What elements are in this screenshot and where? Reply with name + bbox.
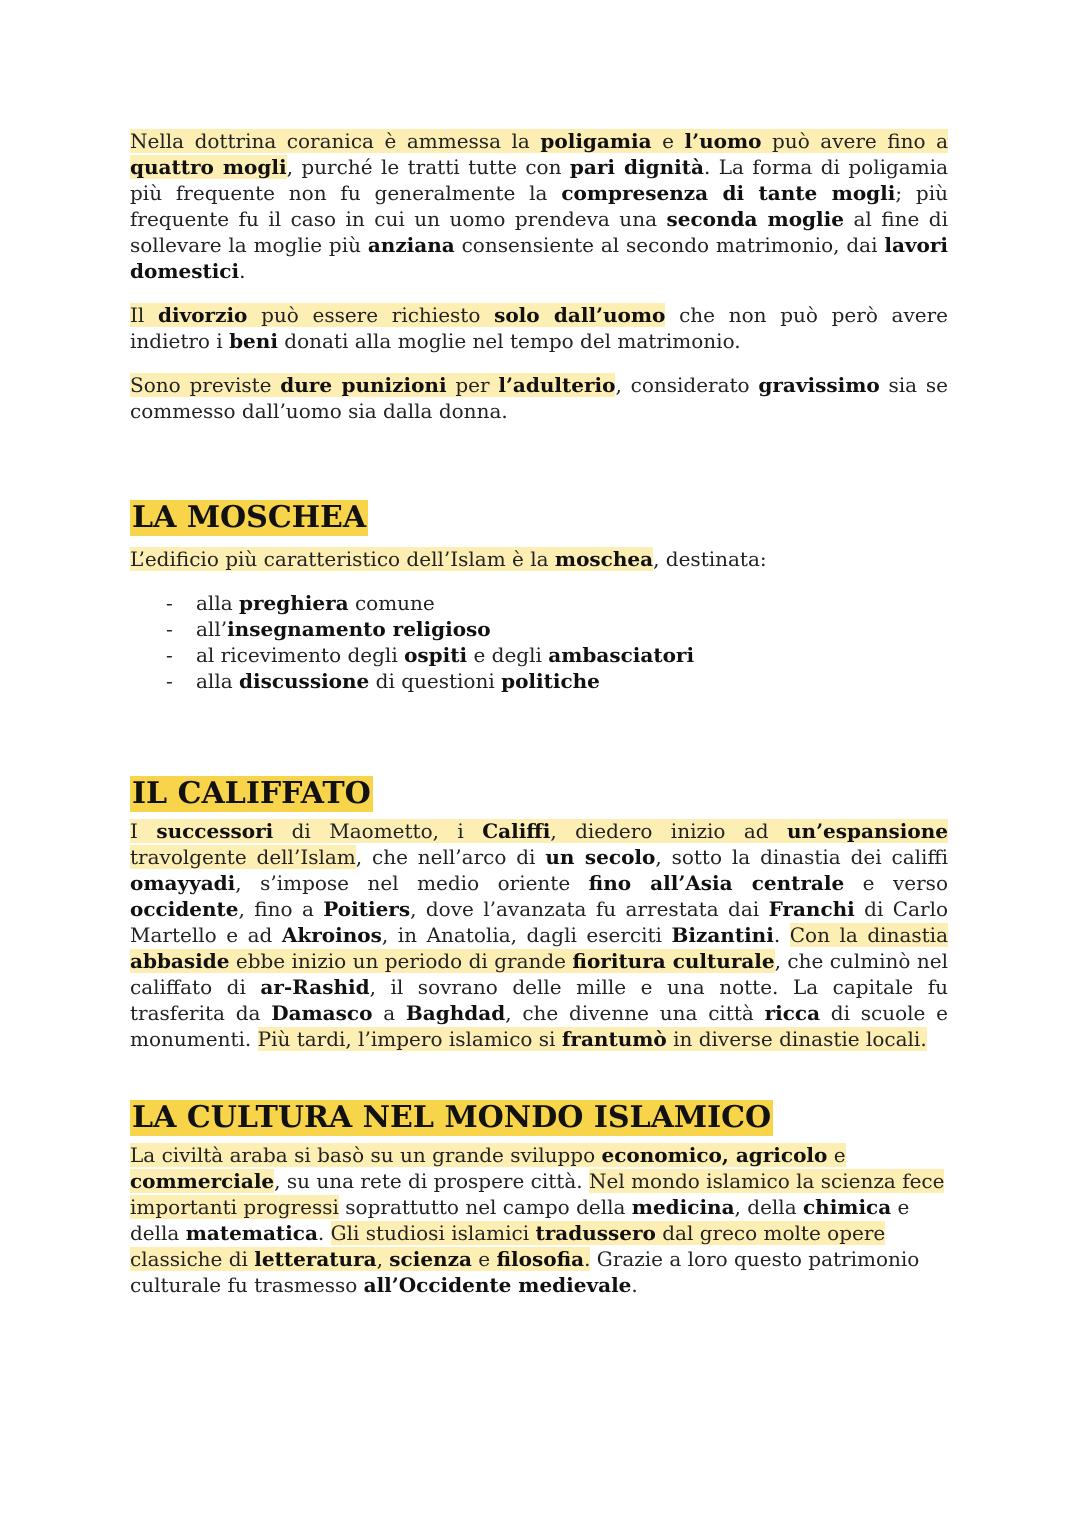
bold-term: Damasco (271, 1001, 373, 1025)
text-span: travolgente dell’Islam (130, 845, 356, 869)
bold-term: tradussero (535, 1221, 656, 1245)
bold-term: ar-Rashid (260, 975, 370, 999)
text-span: ebbe inizio un periodo di grande (229, 949, 573, 973)
text-span: in diverse dinastie locali. (666, 1027, 927, 1051)
section-heading: IL CALIFFATO (132, 776, 371, 811)
bold-term: compresenza di tante mogli (561, 181, 896, 205)
bold-term: Akroinos (281, 923, 382, 947)
text-span: Il (130, 303, 158, 327)
bold-term: gravissimo (758, 373, 880, 397)
section-heading: LA CULTURA NEL MONDO ISLAMICO (132, 1100, 772, 1135)
bold-term: politiche (501, 669, 600, 693)
bold-term: divorzio (158, 303, 248, 327)
paragraph-poligamia (130, 128, 948, 284)
bold-term: successori (156, 819, 274, 843)
text-span: , su una rete di prospere città. (274, 1169, 589, 1193)
text-span: e (827, 1143, 846, 1167)
text-span: . (773, 923, 790, 947)
text-span: e (651, 129, 685, 153)
bold-term: frantumò (561, 1027, 667, 1051)
bold-term: Califfi (482, 819, 551, 843)
bold-term: ambasciatori (548, 643, 695, 667)
dash-bullet: - (166, 669, 173, 693)
bold-term: seconda moglie (666, 207, 844, 231)
bold-term: fioritura culturale (572, 949, 775, 973)
text-span: sia se commesso dall’uomo sia dalla donna. (130, 373, 949, 423)
section-heading: LA MOSCHEA (132, 500, 367, 535)
bold-term: ospiti (404, 643, 468, 667)
text-span: , che culminò nel califfato di (130, 949, 948, 999)
bold-term: quattro mogli (130, 155, 287, 179)
text-span: . (317, 1221, 331, 1245)
paragraph-moschea-intro (130, 546, 948, 572)
text-span: può essere richiesto (247, 303, 495, 327)
text-span: , sotto la dinastia dei califfi (655, 845, 949, 869)
bold-term: un secolo (545, 845, 656, 869)
bold-term: discussione (239, 669, 370, 693)
bold-term: filosofia (496, 1247, 585, 1271)
text-span: , il sovrano delle mille e una notte. La capitale fu trasferita da (130, 975, 948, 1025)
moschea-list (130, 590, 948, 694)
bold-term: omayyadi (130, 871, 236, 895)
text-span: di Carlo Martello e ad (130, 897, 949, 947)
section-califfato (130, 776, 948, 812)
dash-bullet: - (166, 591, 173, 615)
text-span: di Maometto, i (273, 819, 483, 843)
text-span: , destinata: (653, 547, 767, 571)
bold-term: fino all’Asia centrale (588, 871, 845, 895)
list-item (166, 668, 948, 694)
text-span: al fine di sollevare la moglie più (130, 207, 948, 257)
text-span: per (446, 373, 499, 397)
text-span: Grazie a loro questo patrimonio culturale fu trasmesso (130, 1247, 920, 1297)
text-span: I (130, 819, 157, 843)
list-item (166, 590, 948, 616)
text-span: consensiente al secondo matrimonio, dai (454, 233, 885, 257)
bold-term: beni (229, 329, 278, 353)
text-span: . (584, 1247, 591, 1271)
text-span: . (239, 259, 246, 283)
text-span: L’edificio più caratteristico dell’Islam è la (130, 547, 555, 571)
bold-term: preghiera (239, 591, 349, 615)
text-span: . La forma di poligamia più frequente non fu generalmente la (130, 155, 949, 205)
bold-term: letteratura (254, 1247, 377, 1271)
text-span: alla (196, 591, 239, 615)
text-span: a (372, 1001, 406, 1025)
bold-term: Poitiers (323, 897, 411, 921)
text-span: . (631, 1273, 638, 1297)
bold-term: dure punizioni (280, 373, 447, 397)
bold-term: matematica (185, 1221, 318, 1245)
bold-term: poligamia (540, 129, 652, 153)
bold-term: l’adulterio (498, 373, 616, 397)
text-span: comune (348, 591, 435, 615)
text-span: e della (130, 1195, 910, 1245)
text-span: Con la dinastia (789, 923, 948, 947)
bold-term: chimica (802, 1195, 892, 1219)
text-span: Sono previste (130, 373, 281, 397)
text-span: e (471, 1247, 497, 1271)
bold-term: insegnamento religioso (227, 617, 491, 641)
text-span: di questioni (369, 669, 502, 693)
section-cultura (130, 1100, 948, 1136)
text-span: soprattutto nel campo della (338, 1195, 632, 1219)
text-span: , considerato (615, 373, 759, 397)
bold-term: all’Occidente medievale (363, 1273, 632, 1297)
paragraph-adulterio (130, 372, 948, 424)
bold-term: medicina (631, 1195, 735, 1219)
text-span: dal greco molte opere classiche di (130, 1221, 886, 1271)
text-span: al ricevimento degli (196, 643, 405, 667)
text-span: , dove l’avanzata fu arrestata dai (410, 897, 769, 921)
text-span: , fino a (238, 897, 324, 921)
text-span: , (376, 1247, 390, 1271)
list-item (166, 616, 948, 642)
text-span: , purché le tratti tutte con (286, 155, 570, 179)
bold-term: ricca (764, 1001, 821, 1025)
bold-term: lavori domestici (130, 233, 948, 283)
text-span: La civiltà araba si basò su un grande sviluppo (130, 1143, 602, 1167)
text-span: Nella dottrina coranica è ammessa la (130, 129, 541, 153)
text-span: , s’impose nel medio oriente (235, 871, 589, 895)
text-span: , che nell’arco di (355, 845, 546, 869)
text-span: alla (196, 669, 239, 693)
document-page (130, 128, 948, 1298)
bold-term: abbaside (130, 949, 230, 973)
bold-term: moschea (554, 547, 654, 571)
text-span: , in Anatolia, dagli eserciti (381, 923, 672, 947)
text-span: di scuole e monumenti. (130, 1001, 948, 1051)
bold-term: commerciale (130, 1169, 275, 1193)
bold-term: occidente (130, 897, 239, 921)
text-span: Più tardi, l’impero islamico si (257, 1027, 562, 1051)
bold-term: Franchi (768, 897, 855, 921)
section-moschea (130, 500, 948, 536)
text-span: all’ (196, 617, 228, 641)
list-item (166, 642, 948, 668)
bold-term: Baghdad (405, 1001, 506, 1025)
text-span: e degli (467, 643, 549, 667)
bold-term: solo dall’uomo (494, 303, 666, 327)
paragraph-divorzio (130, 302, 948, 354)
text-span: e verso (844, 871, 948, 895)
text-span: che non può però avere indietro i (130, 303, 949, 353)
dash-bullet: - (166, 617, 173, 641)
bold-term: pari dignità (569, 155, 704, 179)
text-span: , che divenne una città (505, 1001, 765, 1025)
bold-term: Bizantini (671, 923, 774, 947)
dash-bullet: - (166, 643, 173, 667)
text-span: può avere fino a (761, 129, 948, 153)
bold-term: un’espansione (787, 819, 948, 843)
text-span: , della (734, 1195, 803, 1219)
bold-term: scienza (389, 1247, 472, 1271)
text-span: , diedero inizio ad (550, 819, 788, 843)
paragraph-califfato (130, 818, 948, 1052)
text-span: Nel mondo islamico la scienza fece importanti progressi (130, 1169, 945, 1219)
bold-term: l’uomo (684, 129, 762, 153)
text-span: donati alla moglie nel tempo del matrimonio. (277, 329, 741, 353)
paragraph-cultura (130, 1142, 948, 1298)
text-span: Gli studiosi islamici (330, 1221, 536, 1245)
bold-term: anziana (367, 233, 455, 257)
bold-term: economico, agricolo (601, 1143, 828, 1167)
text-span: ; più frequente fu il caso in cui un uomo prendeva una (130, 181, 948, 231)
